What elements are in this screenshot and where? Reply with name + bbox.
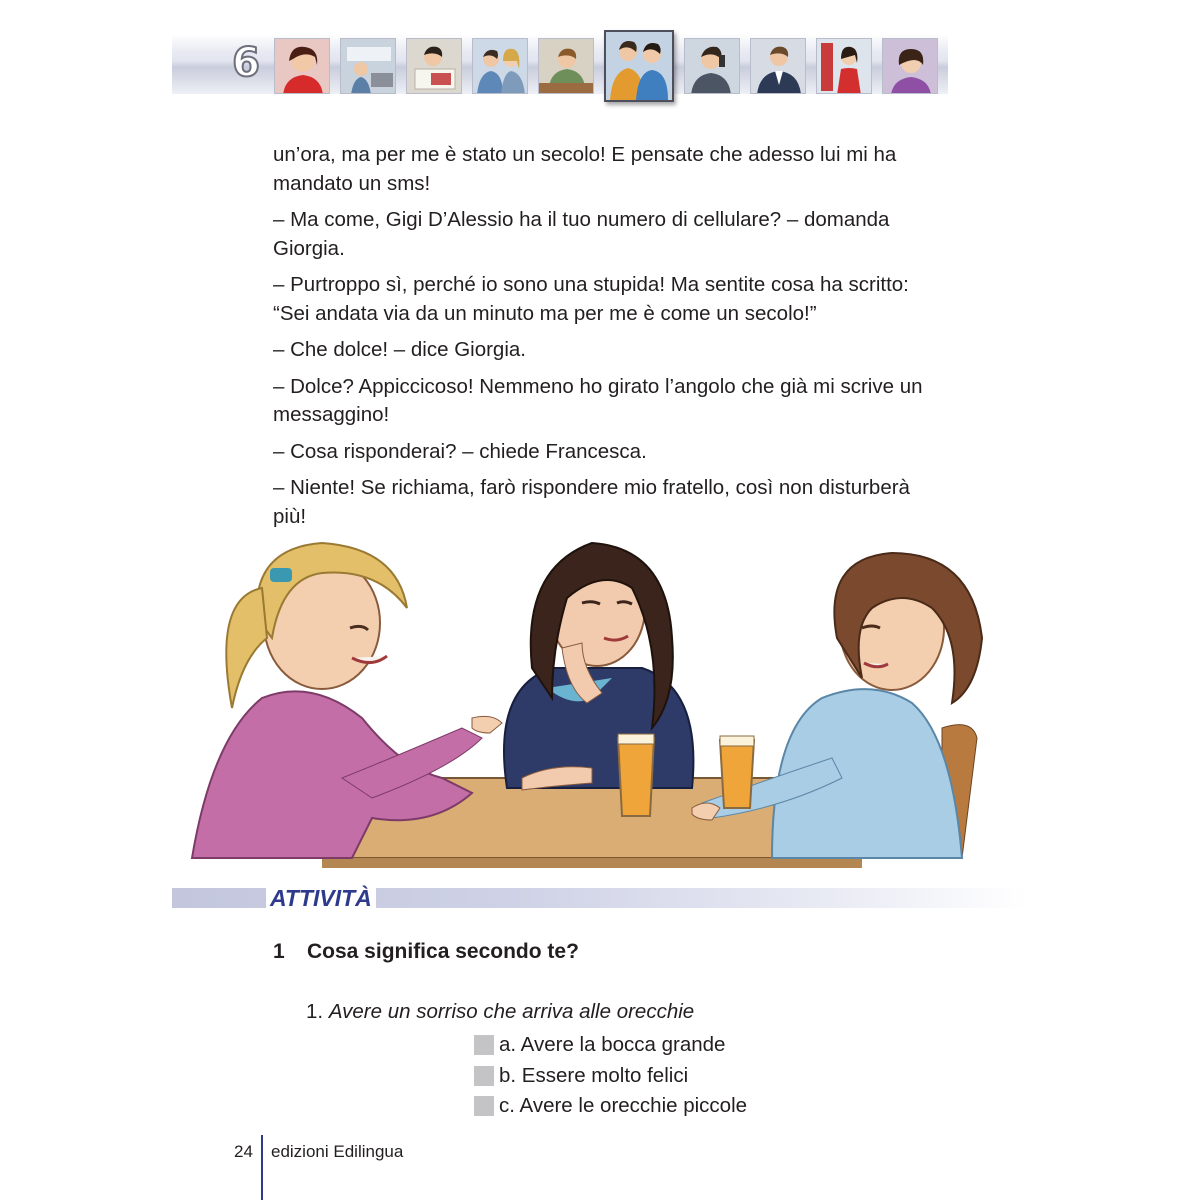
cafe-scene-icon xyxy=(539,39,594,94)
thumbnail-couple xyxy=(472,38,528,94)
office-scene-icon xyxy=(341,39,396,94)
story-paragraph: – Purtroppo sì, perché io sono una stupida! Ma sentite cosa ha scritto: “Sei andata via da un minuto ma per me è come un secolo!” xyxy=(273,273,909,325)
story-paragraph: un’ora, ma per me è stato un secolo! E pensate che adesso lui mi ha mandato un sms! xyxy=(273,143,897,195)
option-label: c. Avere le orecchie piccole xyxy=(499,1094,748,1117)
question-number: 1 xyxy=(273,940,285,963)
thumbnail-woman-purple xyxy=(882,38,938,94)
man-phone-icon xyxy=(685,39,740,94)
thumbnail-man-phone xyxy=(684,38,740,94)
page-number: 24 xyxy=(234,1142,253,1161)
option-c[interactable] xyxy=(474,1091,747,1122)
girl-phone-icon xyxy=(275,39,330,94)
woman-purple-icon xyxy=(883,39,938,94)
couple-icon xyxy=(473,39,528,94)
activity-title: ATTIVITÀ xyxy=(266,885,376,911)
two-men-icon xyxy=(606,32,672,100)
thumbnail-girl-phone xyxy=(274,38,330,94)
checkbox-icon[interactable] xyxy=(474,1066,494,1086)
newspaper-reader-icon xyxy=(407,39,462,94)
option-label: a. Avere la bocca grande xyxy=(499,1033,726,1056)
thumbnail-man-cafe xyxy=(538,38,594,94)
option-b[interactable] xyxy=(474,1061,747,1092)
thumbnail-woman-red xyxy=(816,38,872,94)
item-number: 1. xyxy=(306,1000,324,1023)
three-girls-illustration xyxy=(172,528,1002,878)
question-heading xyxy=(273,938,579,966)
option-label: b. Essere molto felici xyxy=(499,1063,689,1087)
story-paragraph: – Cosa risponderai? – chiede Francesca. xyxy=(273,439,647,463)
checkbox-icon[interactable] xyxy=(474,1035,494,1055)
checkbox-icon[interactable] xyxy=(474,1096,494,1116)
thumbnail-man-suit xyxy=(750,38,806,94)
woman-red-icon xyxy=(817,39,872,94)
story-paragraph: – Ma come, Gigi D’Alessio ha il tuo numero di cellulare? – domanda Giorgia. xyxy=(273,208,890,260)
publisher-name: edizioni Edilingua xyxy=(271,1142,404,1161)
story-paragraph: – Niente! Se richiama, farò rispondere mio fratello, così non disturberà più! xyxy=(273,476,910,528)
chapter-number: 6 xyxy=(232,40,260,86)
question-title: Cosa significa secondo te? xyxy=(307,940,579,963)
story-text xyxy=(273,141,945,539)
question-item xyxy=(306,998,694,1026)
story-paragraph: – Che dolce! – dice Giorgia. xyxy=(273,338,526,361)
option-a[interactable] xyxy=(474,1030,747,1061)
answer-options xyxy=(474,1030,747,1122)
thumbnail-girls-office xyxy=(340,38,396,94)
story-paragraph: – Dolce? Appiccicoso! Nemmeno ho girato l’angolo che già mi scrive un messaggino! xyxy=(273,374,923,426)
thumbnail-man-newspaper xyxy=(406,38,462,94)
item-prompt: Avere un sorriso che arriva alle orecchie xyxy=(328,1000,695,1023)
man-suit-icon xyxy=(751,39,806,94)
footer-divider xyxy=(261,1135,263,1200)
thumbnail-two-men-active xyxy=(604,30,674,102)
